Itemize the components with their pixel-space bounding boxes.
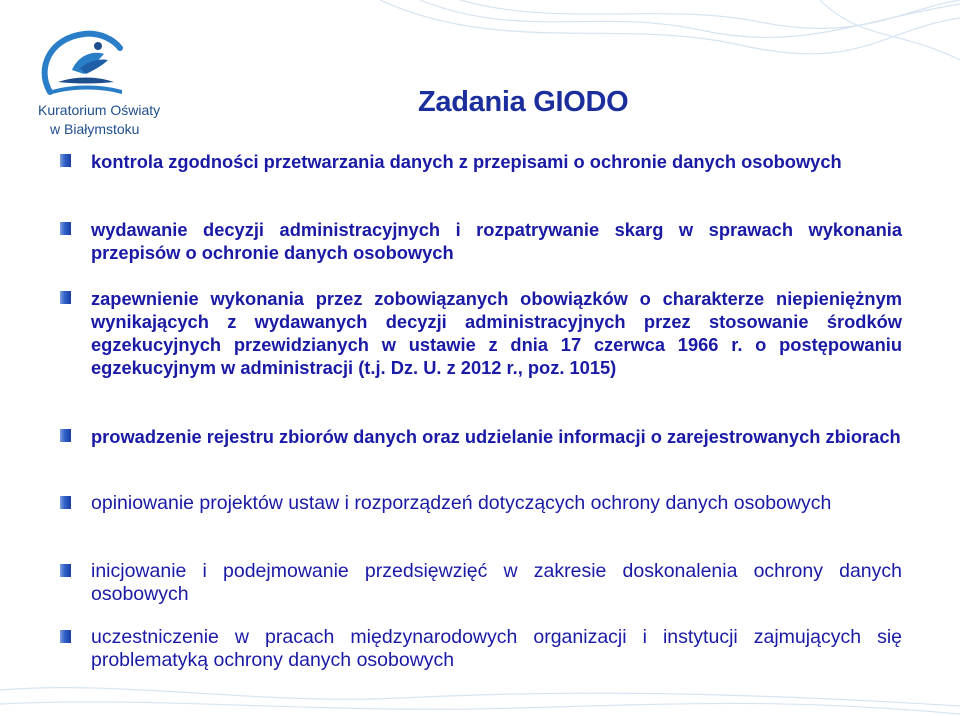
bullet-icon	[60, 222, 71, 235]
bullet-icon	[60, 291, 71, 304]
list-item-text: prowadzenie rejestru zbiorów danych oraz udzielanie informacji o zarejestrowanych zbiorach	[91, 426, 901, 447]
list-item	[60, 492, 902, 515]
list-item	[60, 287, 902, 379]
bullet-icon	[60, 429, 71, 442]
list-item-text: inicjowanie i podejmowanie przedsięwzięć w zakresie doskonalenia ochrony danych osobowych	[91, 560, 902, 605]
bullet-icon	[60, 496, 71, 509]
list-item	[60, 218, 902, 264]
list-item	[60, 425, 902, 448]
logo-name-line1: Kuratorium Oświaty	[38, 102, 161, 118]
logo-emblem-icon	[22, 22, 182, 104]
bullet-icon	[60, 154, 71, 167]
bullet-icon	[60, 630, 71, 643]
list-item-text: uczestniczenie w pracach międzynarodowych organizacji i instytucji zajmujących się problematyką ochrony danych osobowych	[91, 626, 902, 671]
list-item	[60, 560, 902, 606]
list-item	[60, 626, 902, 672]
logo-name-line2: w Białymstoku	[50, 121, 140, 137]
list-item-text: wydawanie decyzji administracyjnych i rozpatrywanie skarg w sprawach wykonania przepisów o ochronie danych osobowych	[91, 219, 902, 263]
slide-title: Zadania GIODO	[418, 86, 629, 118]
bullet-icon	[60, 564, 71, 577]
list-item-text: opiniowanie projektów ustaw i rozporządzeń dotyczących ochrony danych osobowych	[91, 492, 832, 514]
list-item-text: zapewnienie wykonania przez zobowiązanych obowiązków o charakterze niepieniężnym wynikających z wydawanych decyzji administracyjnych przez stosowanie środków egzekucyjnych przewidzianych w ustawie z dnia 17 czerwca 1966 r. o postępowaniu egzekucyjnym w administracji (t.j. Dz. U. z 2012 r., poz. 1015)	[91, 288, 902, 378]
list-item-text: kontrola zgodności przetwarzania danych z przepisami o ochronie danych osobowych	[91, 151, 842, 172]
list-item	[60, 150, 902, 173]
